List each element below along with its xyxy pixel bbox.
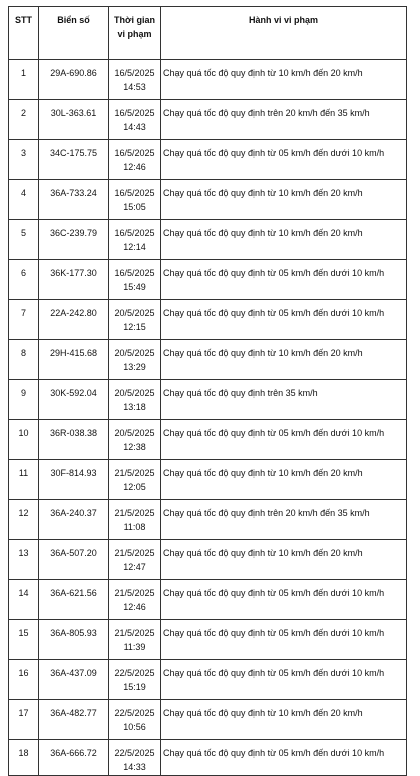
cell-plate: 34C-175.75 xyxy=(39,140,109,180)
cell-plate: 36C-239.79 xyxy=(39,220,109,260)
header-stt: STT xyxy=(9,7,39,60)
cell-time xyxy=(109,460,161,500)
cell-clock: 11:39 xyxy=(123,641,146,652)
cell-clock: 15:05 xyxy=(123,201,146,212)
cell-time xyxy=(109,220,161,260)
cell-plate: 29A-690.86 xyxy=(39,60,109,100)
cell-violation: Chạy quá tốc độ quy định trên 35 km/h xyxy=(161,380,407,420)
cell-clock: 14:53 xyxy=(123,81,146,92)
header-time xyxy=(109,7,161,60)
table-body xyxy=(9,60,407,776)
cell-violation: Chạy quá tốc độ quy định từ 10 km/h đến 20 km/h xyxy=(161,220,407,260)
cell-plate: 36A-805.93 xyxy=(39,620,109,660)
cell-time xyxy=(109,340,161,380)
cell-plate: 30F-814.93 xyxy=(39,460,109,500)
cell-violation: Chạy quá tốc độ quy định từ 05 km/h đến dưới 10 km/h xyxy=(161,420,407,460)
header-violation: Hành vi vi phạm xyxy=(161,7,407,60)
cell-clock: 15:49 xyxy=(123,281,146,292)
cell-date: 20/5/2025 xyxy=(114,428,155,438)
cell-clock: 12:47 xyxy=(123,561,146,572)
cell-stt: 1 xyxy=(9,60,39,100)
cell-date: 16/5/2025 xyxy=(114,108,155,118)
cell-date: 21/5/2025 xyxy=(114,468,155,478)
cell-clock: 12:46 xyxy=(123,161,146,172)
table-row xyxy=(9,340,407,380)
cell-stt: 8 xyxy=(9,340,39,380)
cell-time xyxy=(109,620,161,660)
cell-stt: 18 xyxy=(9,740,39,776)
cell-plate: 29H-415.68 xyxy=(39,340,109,380)
cell-clock: 13:18 xyxy=(123,401,146,412)
cell-plate: 36A-240.37 xyxy=(39,500,109,540)
cell-date: 20/5/2025 xyxy=(114,348,155,358)
cell-stt: 2 xyxy=(9,100,39,140)
cell-violation: Chạy quá tốc độ quy định trên 20 km/h đến 35 km/h xyxy=(161,500,407,540)
cell-violation: Chạy quá tốc độ quy định từ 10 km/h đến 20 km/h xyxy=(161,340,407,380)
cell-stt: 14 xyxy=(9,580,39,620)
cell-violation: Chạy quá tốc độ quy định từ 10 km/h đến 20 km/h xyxy=(161,700,407,740)
cell-clock: 10:56 xyxy=(123,721,146,732)
cell-date: 21/5/2025 xyxy=(114,628,155,638)
cell-clock: 12:38 xyxy=(123,441,146,452)
cell-stt: 15 xyxy=(9,620,39,660)
table-row xyxy=(9,500,407,540)
cell-clock: 15:19 xyxy=(123,681,146,692)
header-plate: Biển số xyxy=(39,7,109,60)
table-row xyxy=(9,220,407,260)
cell-violation: Chạy quá tốc độ quy định từ 05 km/h đến dưới 10 km/h xyxy=(161,300,407,340)
table-row xyxy=(9,660,407,700)
cell-plate: 30K-592.04 xyxy=(39,380,109,420)
cell-date: 21/5/2025 xyxy=(114,508,155,518)
cell-plate: 36A-507.20 xyxy=(39,540,109,580)
cell-violation: Chạy quá tốc độ quy định từ 10 km/h đến 20 km/h xyxy=(161,460,407,500)
cell-stt: 5 xyxy=(9,220,39,260)
header-time-line1: Thời gian xyxy=(114,15,155,25)
table-row xyxy=(9,380,407,420)
cell-clock: 12:14 xyxy=(123,241,146,252)
table-row xyxy=(9,460,407,500)
cell-stt: 6 xyxy=(9,260,39,300)
cell-violation: Chạy quá tốc độ quy định từ 05 km/h đến dưới 10 km/h xyxy=(161,620,407,660)
table-row xyxy=(9,260,407,300)
cell-date: 20/5/2025 xyxy=(114,388,155,398)
cell-plate: 22A-242.80 xyxy=(39,300,109,340)
cell-stt: 9 xyxy=(9,380,39,420)
cell-date: 21/5/2025 xyxy=(114,588,155,598)
cell-violation: Chạy quá tốc độ quy định trên 20 km/h đến 35 km/h xyxy=(161,100,407,140)
cell-clock: 13:29 xyxy=(123,361,146,372)
table-row xyxy=(9,60,407,100)
cell-clock: 14:43 xyxy=(123,121,146,132)
cell-date: 16/5/2025 xyxy=(114,148,155,158)
cell-date: 16/5/2025 xyxy=(114,268,155,278)
cell-plate: 36A-666.72 xyxy=(39,740,109,776)
cell-time xyxy=(109,540,161,580)
cell-clock: 12:05 xyxy=(123,481,146,492)
table-row xyxy=(9,140,407,180)
cell-plate: 36R-038.38 xyxy=(39,420,109,460)
cell-date: 22/5/2025 xyxy=(114,748,155,758)
cell-stt: 3 xyxy=(9,140,39,180)
cell-time xyxy=(109,180,161,220)
cell-plate: 36A-733.24 xyxy=(39,180,109,220)
cell-stt: 12 xyxy=(9,500,39,540)
table-row xyxy=(9,540,407,580)
table-row xyxy=(9,740,407,776)
violations-table xyxy=(8,6,407,776)
cell-clock: 11:08 xyxy=(123,521,146,532)
cell-date: 16/5/2025 xyxy=(114,228,155,238)
cell-time xyxy=(109,500,161,540)
cell-violation: Chạy quá tốc độ quy định từ 10 km/h đến 20 km/h xyxy=(161,180,407,220)
table-row xyxy=(9,100,407,140)
cell-violation: Chạy quá tốc độ quy định từ 10 km/h đến 20 km/h xyxy=(161,540,407,580)
cell-date: 22/5/2025 xyxy=(114,668,155,678)
cell-time xyxy=(109,740,161,776)
table-row xyxy=(9,620,407,660)
cell-stt: 11 xyxy=(9,460,39,500)
cell-date: 21/5/2025 xyxy=(114,548,155,558)
cell-stt: 4 xyxy=(9,180,39,220)
cell-plate: 36A-621.56 xyxy=(39,580,109,620)
violations-table-container xyxy=(8,6,407,776)
table-row xyxy=(9,580,407,620)
header-time-line2: vi phạm xyxy=(117,29,152,39)
cell-plate: 36A-482.77 xyxy=(39,700,109,740)
cell-violation: Chạy quá tốc độ quy định từ 05 km/h đến dưới 10 km/h xyxy=(161,260,407,300)
cell-violation: Chạy quá tốc độ quy định từ 05 km/h đến dưới 10 km/h xyxy=(161,740,407,776)
cell-time xyxy=(109,260,161,300)
cell-clock: 12:15 xyxy=(123,321,146,332)
cell-violation: Chạy quá tốc độ quy định từ 10 km/h đến 20 km/h xyxy=(161,60,407,100)
cell-time xyxy=(109,300,161,340)
table-row xyxy=(9,420,407,460)
header-row xyxy=(9,7,407,60)
cell-clock: 12:46 xyxy=(123,601,146,612)
cell-date: 16/5/2025 xyxy=(114,188,155,198)
table-header xyxy=(9,7,407,60)
cell-plate: 30L-363.61 xyxy=(39,100,109,140)
cell-time xyxy=(109,140,161,180)
cell-time xyxy=(109,580,161,620)
table-row xyxy=(9,700,407,740)
cell-time xyxy=(109,660,161,700)
cell-time xyxy=(109,100,161,140)
cell-date: 16/5/2025 xyxy=(114,68,155,78)
cell-date: 20/5/2025 xyxy=(114,308,155,318)
cell-plate: 36K-177.30 xyxy=(39,260,109,300)
cell-stt: 10 xyxy=(9,420,39,460)
cell-date: 22/5/2025 xyxy=(114,708,155,718)
cell-stt: 7 xyxy=(9,300,39,340)
cell-time xyxy=(109,60,161,100)
cell-stt: 17 xyxy=(9,700,39,740)
cell-clock: 14:33 xyxy=(123,761,146,772)
cell-plate: 36A-437.09 xyxy=(39,660,109,700)
cell-time xyxy=(109,380,161,420)
cell-stt: 13 xyxy=(9,540,39,580)
cell-time xyxy=(109,700,161,740)
table-row xyxy=(9,300,407,340)
cell-violation: Chạy quá tốc độ quy định từ 05 km/h đến dưới 10 km/h xyxy=(161,140,407,180)
cell-violation: Chạy quá tốc độ quy định từ 05 km/h đến dưới 10 km/h xyxy=(161,660,407,700)
table-row xyxy=(9,180,407,220)
cell-violation: Chạy quá tốc độ quy định từ 05 km/h đến dưới 10 km/h xyxy=(161,580,407,620)
cell-stt: 16 xyxy=(9,660,39,700)
cell-time xyxy=(109,420,161,460)
